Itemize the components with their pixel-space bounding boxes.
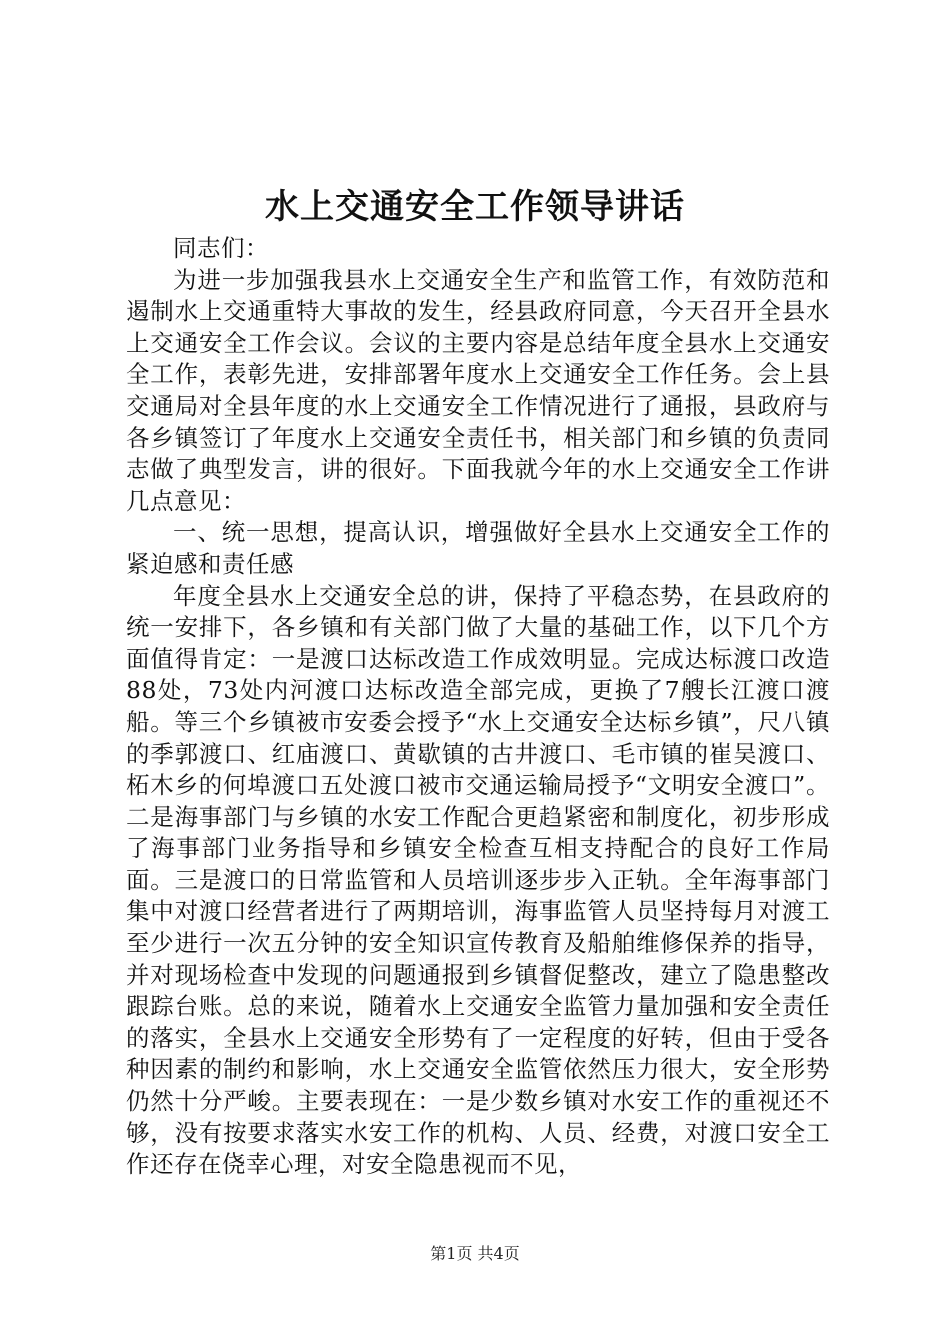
page-footer: 第1页 共4页 bbox=[430, 1244, 520, 1263]
body-paragraph-intro: 为进一步加强我县水上交通安全生产和监管工作，有效防范和遏制水上交通重特大事故的发生，经县政府同意，今天召开全县水上交通安全工作会议。会议的主要内容是总结年度全县水上交通安全工作，表彰先进，安排部署年度水上交通安全工作任务。会上县交通局对全县年度的水上交通安全工作情况进行了通报，县政府与各乡镇签订了年度水上交通安全责任书，相关部门和乡镇的负责同志做了典型发言，讲的很好。下面我就今年的水上交通安全工作讲几点意见： bbox=[126, 265, 830, 515]
document-body bbox=[126, 233, 830, 1181]
body-paragraph-review: 年度全县水上交通安全总的讲，保持了平稳态势，在县政府的统一安排下，各乡镇和有关部门做了大量的基础工作，以下几个方面值得肯定：一是渡口达标改造工作成效明显。完成达标渡口改造88处，73处内河渡口达标改造全部完成，更换了7艘长江渡口渡船。等三个乡镇被市安委会授予“水上交通安全达标乡镇”，尺八镇的季郭渡口、红庙渡口、黄歇镇的古井渡口、毛市镇的崔吴渡口、柘木乡的何埠渡口五处渡口被市交通运输局授予“文明安全渡口”。二是海事部门与乡镇的水安工作配合更趋紧密和制度化，初步形成了海事部门业务指导和乡镇安全检查互相支持配合的良好工作局面。三是渡口的日常监管和人员培训逐步步入正轨。全年海事部门集中对渡口经营者进行了两期培训，海事监管人员坚持每月对渡工至少进行一次五分钟的安全知识宣传教育及船舶维修保养的指导，并对现场检查中发现的问题通报到乡镇督促整改，建立了隐患整改跟踪台账。总的来说，随着水上交通安全监管力量加强和安全责任的落实，全县水上交通安全形势有了一定程度的好转，但由于受各种因素的制约和影响，水上交通安全监管依然压力很大，安全形势仍然十分严峻。主要表现在：一是少数乡镇对水安工作的重视还不够，没有按要求落实水安工作的机构、人员、经费，对渡口安全工作还存在侥幸心理，对安全隐患视而不见， bbox=[126, 581, 830, 1179]
salutation: 同志们： bbox=[173, 234, 269, 262]
document-title: 水上交通安全工作领导讲话 bbox=[265, 187, 685, 227]
section-heading-1: 一、统一思想，提高认识，增强做好全县水上交通安全工作的紧迫感和责任感 bbox=[126, 518, 830, 578]
